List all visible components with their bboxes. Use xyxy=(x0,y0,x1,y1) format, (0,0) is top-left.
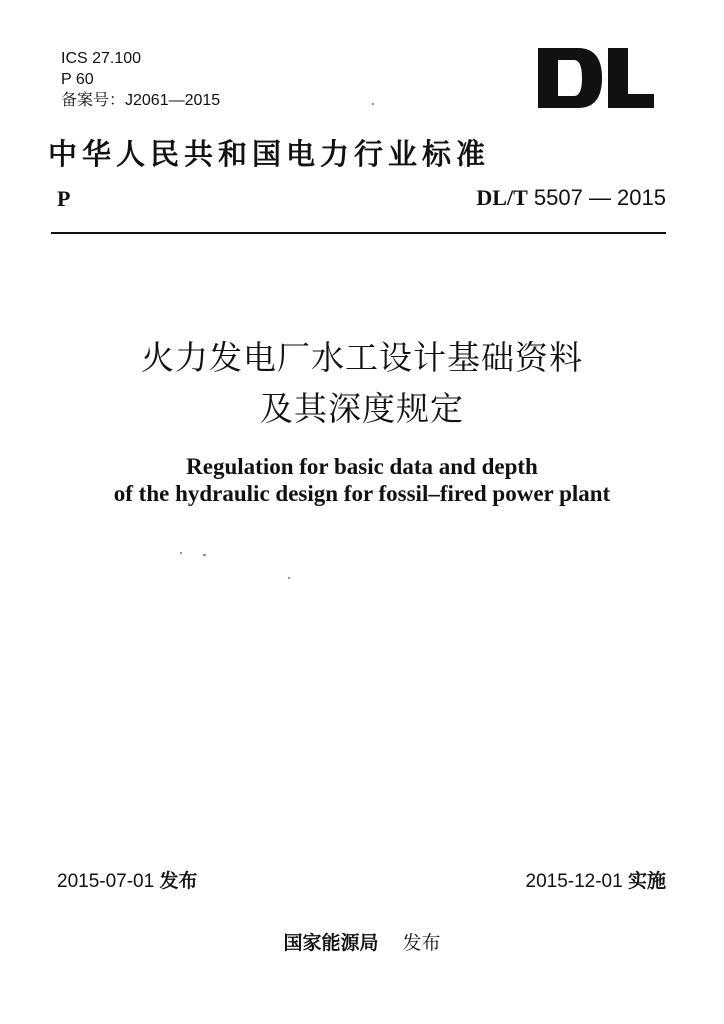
record-number: 备案号：J2061—2015 xyxy=(61,92,221,109)
classification-letter: P xyxy=(57,186,71,211)
english-title-line1: Regulation for basic data and depth xyxy=(186,454,538,479)
standard-title: 中华人民共和国电力行业标准 xyxy=(48,137,491,171)
scan-speck xyxy=(203,554,206,556)
english-title-line2: of the hydraulic design for fossil–fired power plant xyxy=(113,481,611,506)
scan-speck xyxy=(372,103,374,105)
publisher-org: 国家能源局 xyxy=(283,932,379,954)
standard-number xyxy=(476,185,666,211)
dl-logo xyxy=(536,44,656,112)
chinese-title-line1: 火力发电厂水工设计基础资料 xyxy=(141,338,583,377)
chinese-title-line2: 及其深度规定 xyxy=(260,389,464,428)
class-code: P 60 xyxy=(61,71,94,88)
standard-number-prefix: DL/T xyxy=(476,185,528,210)
ics-code: ICS 27.100 xyxy=(61,50,142,67)
scan-speck xyxy=(288,577,290,579)
scan-speck xyxy=(180,552,182,554)
standard-number-value: 5507 — 2015 xyxy=(533,185,666,210)
issue-label: 发布 xyxy=(159,870,198,892)
header-rule xyxy=(51,232,666,234)
issue-date-value: 2015-07-01 xyxy=(57,871,155,892)
effective-date xyxy=(526,866,667,893)
header-meta xyxy=(61,48,220,111)
issue-date xyxy=(57,866,198,893)
publisher xyxy=(0,928,724,955)
logo-letter-d xyxy=(538,48,602,108)
effective-date-value: 2015-12-01 xyxy=(525,871,623,892)
publisher-action: 发布 xyxy=(402,932,441,954)
logo-letter-l xyxy=(608,48,654,108)
effective-label: 实施 xyxy=(627,870,666,892)
